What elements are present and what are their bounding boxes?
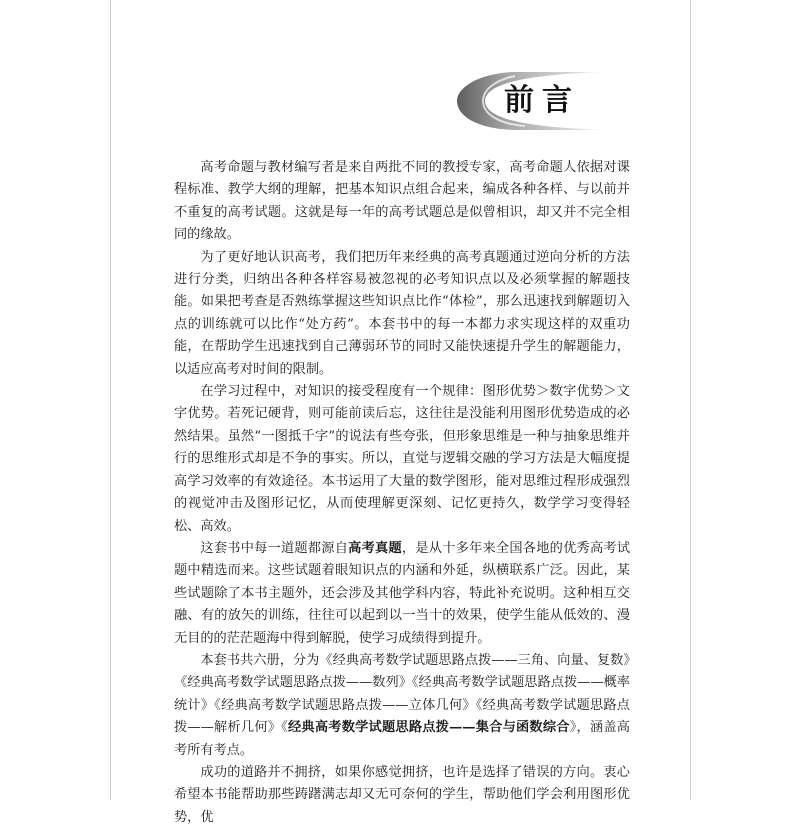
preface-body [174, 157, 630, 829]
paragraph-5-pre: 本套书共六册，分为《经典高考数学试题思路点拨——三角、向量、复数》《经典高考数学试题思路点拨——数列》《经典高考数学试题思路点拨——概率统计》《经典高考数学试题思路点拨——立体几何》《经典高考数学试题思路点拨——解析几何》《 [174, 652, 630, 736]
page-title: 前言 [504, 83, 580, 118]
page-right-edge [690, 0, 691, 800]
paragraph-1: 高考命题与教材编写者是来自两批不同的教授专家，高考命题人依据对课程标准、教学大纲的理解，把基本知识点组合起来，编成各种各样、与以前并不重复的高考试题。这就是每一年的高考试题总是似曾相识，却又并不完全相同的缘故。 [174, 160, 630, 243]
paragraph-3: 在学习过程中，对知识的接受程度有一个规律：图形优势＞数字优势＞文字优势。若死记硬背，则可能前读后忘，这往往是没能利用图形优势造成的必然结果。虽然“一图抵千字”的说法有些夸张，但形象思维是一种与抽象思维并行的思维形式却是不争的事实。所以，直觉与逻辑交融的学习方法是大幅度提高学习效率的有效途径。本书运用了大量的数学图形，能对思维过程形成强烈的视觉冲击及图形记忆，从而使理解更深刻、记忆更持久，数学学习变得轻松、高效。 [174, 384, 630, 534]
bold-book-title: 经典高考数学试题思路点拨——集合与函数综合 [288, 720, 570, 736]
paragraph-4-post: ，是从十多年来全国各地的优秀高考试题中精选而来。这些试题着眼知识点的内涵和外延，纵横联系广泛。因此，某些试题除了本书主题外，还会涉及其他学科内容，特此补充说明。这种相互交融、有的放矢的训练，往往可以起到以一当十的效果，使学生能从低效的、漫无目的的茫茫题海中得到解脱，使学习成绩得到提升。 [174, 540, 631, 646]
preface-heading [455, 68, 615, 134]
paragraph-4-pre: 这套书中每一道题都源自 [200, 540, 349, 556]
bold-phrase-gaokao-zhenti: 高考真题 [348, 540, 402, 556]
paragraph-5-post: 》，涵盖高考所有考点。 [174, 720, 630, 758]
paragraph-5 [174, 650, 630, 762]
page-left-edge [110, 0, 111, 800]
paragraph-2: 为了更好地认识高考，我们把历年来经典的高考真题通过逆向分析的方法进行分类，归纳出各种各样容易被忽视的必考知识点以及必须掌握的解题技能。如果把考查是否熟练掌握这些知识点比作“体检”，那么迅速找到解题切入点的训练就可以比作“处方药”。本套书中的每一本都力求实现这样的双重功能，在帮助学生迅速找到自己薄弱环节的同时又能快速提升学生的解题能力，以适应高考对时间的限制。 [174, 249, 630, 377]
paragraph-4 [174, 538, 630, 650]
paragraph-6: 成功的道路并不拥挤，如果你感觉拥挤，也许是选择了错误的方向。衷心希望本书能帮助那些踌躇满志却又无可奈何的学生，帮助他们学会利用图形优势，优 [174, 764, 630, 825]
